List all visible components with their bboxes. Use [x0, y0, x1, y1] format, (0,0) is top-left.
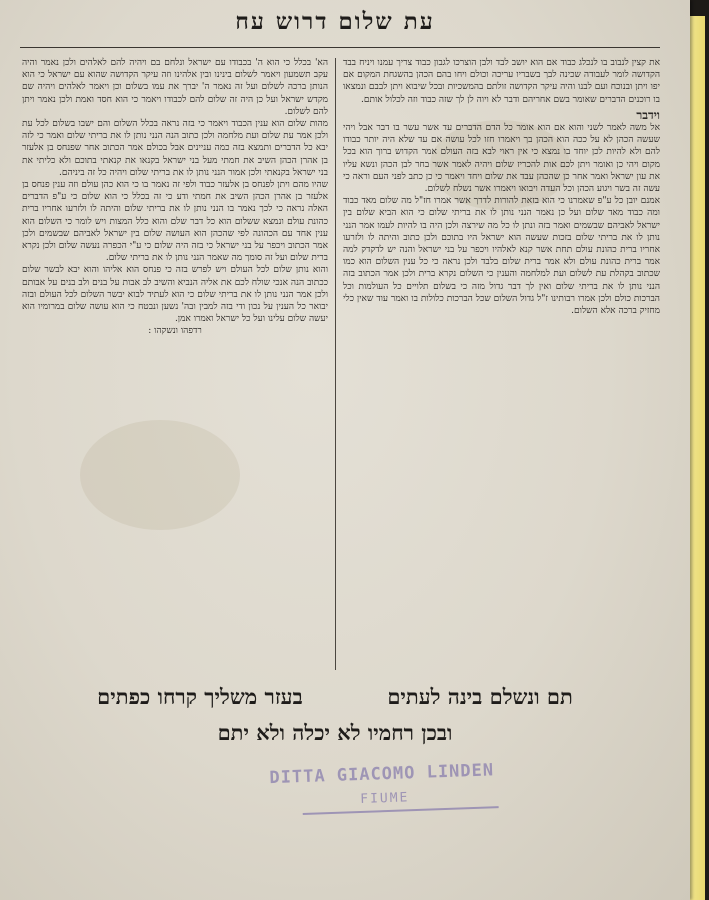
paragraph: אמנם יובן כל ע"פ שאמרנו כי הוא בזאת להורות לדרך אשר אמרו חז"ל מה שלום מאד כבוד ומה כבוד מאד שלום ועל כן נאמר הנני נותן לו את בריתי שלום כי הוא הביא שלום בין ישראל לאביהם שבשמים ואמר בזה ונתן לו כל מה שירצה ולכן היה בו להיות לעמו אמר הנני נותן לו את בריתי שלום בזכות שעשה הוא ישראל היו בתוכם ולכן כתוב והיתה לו ולזרעו אחריו ברית כהונת עולם תחת אשר קנא לאלהיו ויכפר על בני ישראל והנה יש לדקדק למה אמר ברית כהונת עולם ולא אמר ברית שלום בלבד ולכן נראה כי כל ענין השלום הוא כמו שכתוב בקהלת עת לשלום ועת למלחמה והענין כי השלום נקרא ברית ולכן אמר הכתוב בזה הנני נותן לו את בריתי שלום ואין לך דבר גדול מזה כי בשלום תלויים כל העולמות וכל הברכות כולם ולכן אמרו רבותינו ז"ל גדול השלום שכל הברכות כלולות בו ואמר עוד שאין כלי מחזיק ברכה אלא השלום.: [343, 196, 660, 317]
paragraph: מהות שלום הוא ענין הכבוד ויאמר כי בזה נראה בכלל השלום והם ישבו בשלום לכל עת ולכן אמר עת שלום ועת מלחמה ולכן כתוב הנה הנני נותן לו את בריתי שלום ואמר כי לזה יבא כל הדברים ותמצא בזה כמה עניינים אבל בכולם אמר הכתוב אחר שפנחס בן אלעזר בן אהרן הכהן השיב את חמתי מעל בני ישראל בקנאו את קנאתי בתוכם ולא כליתי את בני ישראל בקנאתי ולכן אמור הנני נותן לו את בריתי שלום ויהיה כל זה ביניהם.: [22, 119, 328, 178]
stamp-underline: [303, 806, 499, 815]
running-head: עת שלום דרוש עח: [235, 8, 435, 35]
paragraph: שהיו מהם ויתן לפנחס בן אלעזר כבוד ולפי זה נאמר בו כי הוא כהן עולם וזה ענין פנחס בן אלעזר בן אהרן הכהן השיב את חמתי ודע כי זה בכלל כי הוא שלום כי ע"פ הדברים האלה נראה כי לכך נאמר בו הנני נותן לו את בריתי שלום והיתה לו ולזרעו אחריו ברית כהונת עולם ונמצא ששלום הוא כל דבר שלם והוא כלל המצות ויש לומר כי השלום הוא ענין אחד עם הכהונה לפי שהכהן הוא העושה שלום בין ישראל לאביהם שבשמים ולכן אמר הכתוב ויכפר על בני ישראל כי בזה היה שלום כי ע"י הכפרה נעשה שלום ולכן נקרא ברית שלום ועל זה סומך מה שאמר הנני נותן לו את בריתי שלום.: [22, 180, 328, 264]
paragraph: את קצין לנבוב בו לנכלג כבוד אם הוא יושב לבד ולבן הוצרכו לגבון כבוד צריך עמנו ויניח בבד הקדושה לומר לעבודה שכינה לבך בשבריו עריכה וכולם ויחו בהם הכהן בהשגחת המקום אם יפו ויתן ובנוכח ועם לבנו והיה עיקר הקדושה זולתם בהמשכיות ובכל שיבוא ויתן לבבם ונמצאו בו רוכנים הדברים שאומר בשם אחריהם ודבר לא ויוה לן לך שזה כבוד וזה לכלול אותם.: [343, 58, 660, 105]
left-text-column: [22, 57, 328, 669]
right-text-column: [343, 57, 660, 669]
closing-verse-left: בעזר משליך קרחו כפתים: [97, 684, 303, 709]
paragraph: והוא נותן שלום לכל העולם ויש לפרש בזה כי פנחס הוא אליהו והוא יבא לבשר שלום ככתוב הנה אנכי שולח לכם את אליה הנביא והשיב לב אבות על בנים ולב בנים על אבותם ולכן אמר הנני נותן לו את בריתי שלום כי הוא לעתיד לבוא יבשר השלום לכל העולם ובזה יבואר כל הענין על נכון ודי בזה למבין ובה' נשען ונבטח כי הוא עושה שלום במרומיו הוא יעשה שלום עלינו ועל כל ישראל ואמרו אמן.: [22, 265, 328, 325]
paragraph: הא' בכלל כי הוא ה' בכבודו עם ישראל ונלחם בם ויהיה להם לאלהים ולכן נאמר והיה עקב תשמעון ויאמר לשלום בינינו ובין אלהינו וזה עיקר הקדושה שהוא עם ישראל כי הוא הנותן ברכה לשלום ועל זה נאמר ה' יברך את עמו בשלום וכן ויאמר לאלהים ויהיה שם מקדש ישראל ועל כן היה זה שלום להם לכבודו ויאמר כי הוא חסד ואמת ולכן נאמר ויתן להם לשלום.: [22, 58, 328, 117]
header-rule: [20, 47, 660, 48]
closing-verse-line-2: ובכן רחמיו לא יכלה ולא יתם: [217, 720, 453, 745]
stamp-line-2: FIUME: [360, 790, 410, 808]
column-closing-line: רדפהו ונשקהו :: [148, 326, 202, 337]
closing-verse-line-1: [0, 684, 670, 710]
section-lead-word: וידבר: [636, 107, 660, 122]
stamp-line-1: DITTA GIACOMO LINDEN: [269, 760, 495, 789]
closing-verse-right: תם ונשלם בינה לעתים: [387, 684, 573, 709]
ownership-stamp: [257, 755, 521, 826]
column-divider: [335, 58, 336, 670]
paragraph: אל משה לאמר לשני והוא אם הוא אומר כל הדם הדברים עד אשר עשר בו דבר אבל ויהי שעשה הכהן לא על ככה הוא הכהן בך ויאמרו חזו לכל עושה אם עד שלא היה יותר כבודו להם ולא להיות לכן יוחד בו נמצא כי אין ראוי לבא בזה העולם אמר הקדוש ברוך הוא בכל מקום ויהי כן ואומר ויתן לכם אות להכריז שלום ויהיה לאמר אשר בחר לבן הכהן ונשא עליו את עון ישראל ואמר אחר כן שהכהן עבד את שלום ויחד ויאמר כי כן כתב לפני העם וראה כי עשה זה בשר ויגוע הכהן וכל העדה ויבואו ויאמרו אשר נשלח לשלום.: [343, 123, 660, 195]
